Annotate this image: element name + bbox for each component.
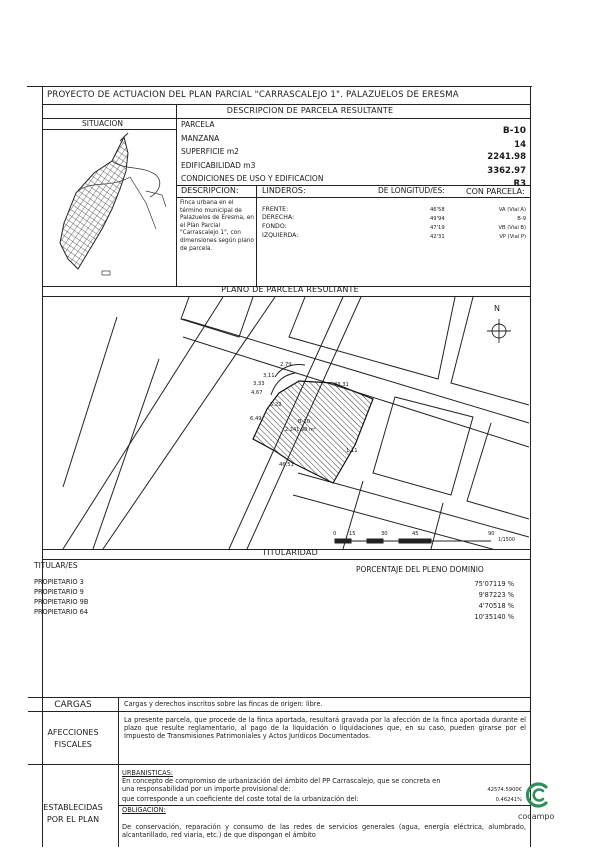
- field-value-manzana: 14: [514, 140, 526, 150]
- situacion-map: [46, 131, 174, 281]
- rule: [118, 805, 530, 806]
- lindero-length: 47'19: [430, 225, 445, 231]
- field-label-superficie: SUPERFICIE m2: [181, 147, 239, 156]
- lindero-length: 46'58: [430, 207, 445, 213]
- ownership-title: TITULARIDAD: [262, 548, 318, 557]
- field-value-superficie: 2241.98: [487, 152, 526, 162]
- cocampo-logo-icon: [524, 780, 554, 810]
- afecciones-label-line1: AFECCIONES: [47, 728, 99, 737]
- establecidas-label-line2: POR EL PLAN: [46, 815, 100, 824]
- establecidas-label-line1: ESTABLECIDAS: [43, 803, 103, 812]
- description-section-title: DESCRIPCION DE PARCELA RESULTANTE: [226, 106, 394, 115]
- dimension-label: 46,51: [279, 462, 294, 468]
- urbanisticas-text-1: En concepto de compromiso de urbanización del ámbito del PP Carrascalejo, que se concreta en una responsabilidad por un importe provisional de:: [122, 777, 441, 793]
- field-value-condiciones: R3: [513, 179, 526, 189]
- rule: [28, 711, 530, 712]
- field-label-edificabilidad: EDIFICABILIDAD m3: [181, 161, 256, 170]
- cargas-label: CARGAS: [54, 700, 92, 710]
- field-label-condiciones: CONDICIONES DE USO Y EDIFICACION: [181, 174, 324, 183]
- descripcion-text: Finca urbana en el término municipal de Palazuelos de Eresma, en el Plan Parcial "Carrascalejo 1", con dimensiones según plano de parcela.: [180, 200, 254, 252]
- scale-ratio: 1/1500: [498, 538, 515, 543]
- lindero-side: IZQUIERDA:: [262, 232, 299, 239]
- scale-tick: 45: [412, 531, 419, 537]
- dimension-label: 5,22: [270, 402, 282, 408]
- obligacion-text: De conservación, reparación y consumo de las redes de servicios generales (agua, energía eléctrica, alumbrado, alcantarillado, red viaria, etc.) de que dispongan el ámbito: [122, 823, 526, 839]
- field-value-edificabilidad: 3362.97: [487, 166, 526, 176]
- longitud-label: DE LONGITUD/ES:: [378, 186, 445, 195]
- field-value-parcela: B-10: [502, 126, 526, 136]
- area-label: 2.241,98 m²: [285, 427, 316, 433]
- situacion-area: [60, 137, 128, 269]
- afecciones-text: La presente parcela, que procede de la finca aportada, resultará gravada por la afección de la finca aportada durante el plazo que resulte reglamentario, al pago de la liquidación o liquidaciones que, en su caso, pueden girarse por el Impuesto de Transmisiones Patrimoniales y Actos Jurídicos Documentados.: [124, 716, 526, 740]
- owner-percent: 9'87223 %: [478, 591, 514, 599]
- dimension-label: 3,33: [253, 381, 265, 387]
- owners-header: TITULAR/ES: [34, 561, 78, 570]
- owner-percent: 4'70518 %: [478, 602, 514, 610]
- lindero-length: 42'31: [430, 234, 445, 240]
- rule: [28, 764, 530, 765]
- scale-tick: 30: [381, 531, 388, 537]
- dimension-label: 1,11: [346, 448, 358, 454]
- cargas-text: Cargas y derechos inscritos sobre las fincas de origen: libre.: [124, 700, 323, 708]
- dimension-label: 2,79: [280, 362, 292, 368]
- document-title: PROYECTO DE ACTUACION DEL PLAN PARCIAL "CARRASCALEJO 1". PALAZUELOS DE ERESMA: [47, 90, 459, 100]
- afecciones-label-line2: FISCALES: [54, 740, 92, 749]
- field-label-parcela: PARCELA: [181, 120, 215, 129]
- rule: [118, 697, 119, 847]
- owner-percent: 10'35140 %: [474, 613, 514, 621]
- owner-name: PROPIETARIO 3: [34, 578, 84, 586]
- rule: [42, 559, 530, 560]
- lindero-side: DERECHA:: [262, 214, 295, 221]
- north-arrow: [487, 319, 511, 343]
- lindero-side: FONDO:: [262, 223, 287, 230]
- rule: [176, 104, 177, 286]
- obligacion-label: OBLIGACION:: [122, 806, 166, 814]
- parcel-label: B-10: [298, 419, 311, 425]
- linderos-label: LINDEROS:: [262, 186, 306, 195]
- lindero-parcel: VB (Vial B): [498, 225, 526, 231]
- scale-tick: 90: [488, 531, 495, 537]
- plan-section-title: PLANO DE PARCELA RESULTANTE: [221, 285, 359, 294]
- cocampo-brand: cocampo: [518, 812, 555, 821]
- north-label: N: [494, 304, 500, 313]
- rule: [176, 197, 530, 198]
- owner-name: PROPIETARIO 9: [34, 588, 84, 596]
- urbanisticas-label: URBANISTICAS:: [122, 769, 173, 777]
- lindero-length: 49'94: [430, 216, 445, 222]
- rule: [28, 697, 530, 698]
- owner-name: PROPIETARIO 9B: [34, 598, 89, 606]
- field-label-manzana: MANZANA: [181, 134, 220, 143]
- lindero-parcel: VP (Vial P): [499, 234, 526, 240]
- parcel-plan: [43, 297, 529, 549]
- dimension-label: 3,11: [263, 373, 275, 379]
- lindero-parcel: B-9: [517, 216, 526, 222]
- urbanisticas-amount: 42574.5900€: [487, 787, 522, 793]
- lindero-parcel: VA (Vial A): [498, 207, 526, 213]
- owner-percent: 75'07119 %: [474, 580, 514, 588]
- urbanisticas-coef: 0.46241%: [495, 797, 522, 803]
- scale-tick: 15: [349, 531, 356, 537]
- descripcion-label: DESCRIPCION:: [181, 186, 239, 195]
- rule: [256, 185, 257, 286]
- scale-tick: 0: [333, 531, 337, 537]
- owner-name: PROPIETARIO 64: [34, 608, 89, 616]
- con-parcela-label: CON PARCELA:: [466, 187, 525, 196]
- top-rule: [27, 86, 532, 87]
- right-border: [530, 86, 531, 847]
- rule: [42, 104, 530, 105]
- urbanisticas-text-2: que corresponde a un coeficiente del coste total de la urbanización del:: [122, 795, 359, 803]
- percent-header: PORCENTAJE DEL PLENO DOMINIO: [356, 565, 484, 574]
- lindero-side: FRENTE:: [262, 206, 289, 213]
- rule: [42, 129, 176, 130]
- dimension-label: 43,31: [334, 382, 349, 388]
- situacion-label: SITUACION: [82, 119, 124, 128]
- dimension-label: 4,67: [251, 390, 263, 396]
- dimension-label: 6,49: [250, 416, 262, 422]
